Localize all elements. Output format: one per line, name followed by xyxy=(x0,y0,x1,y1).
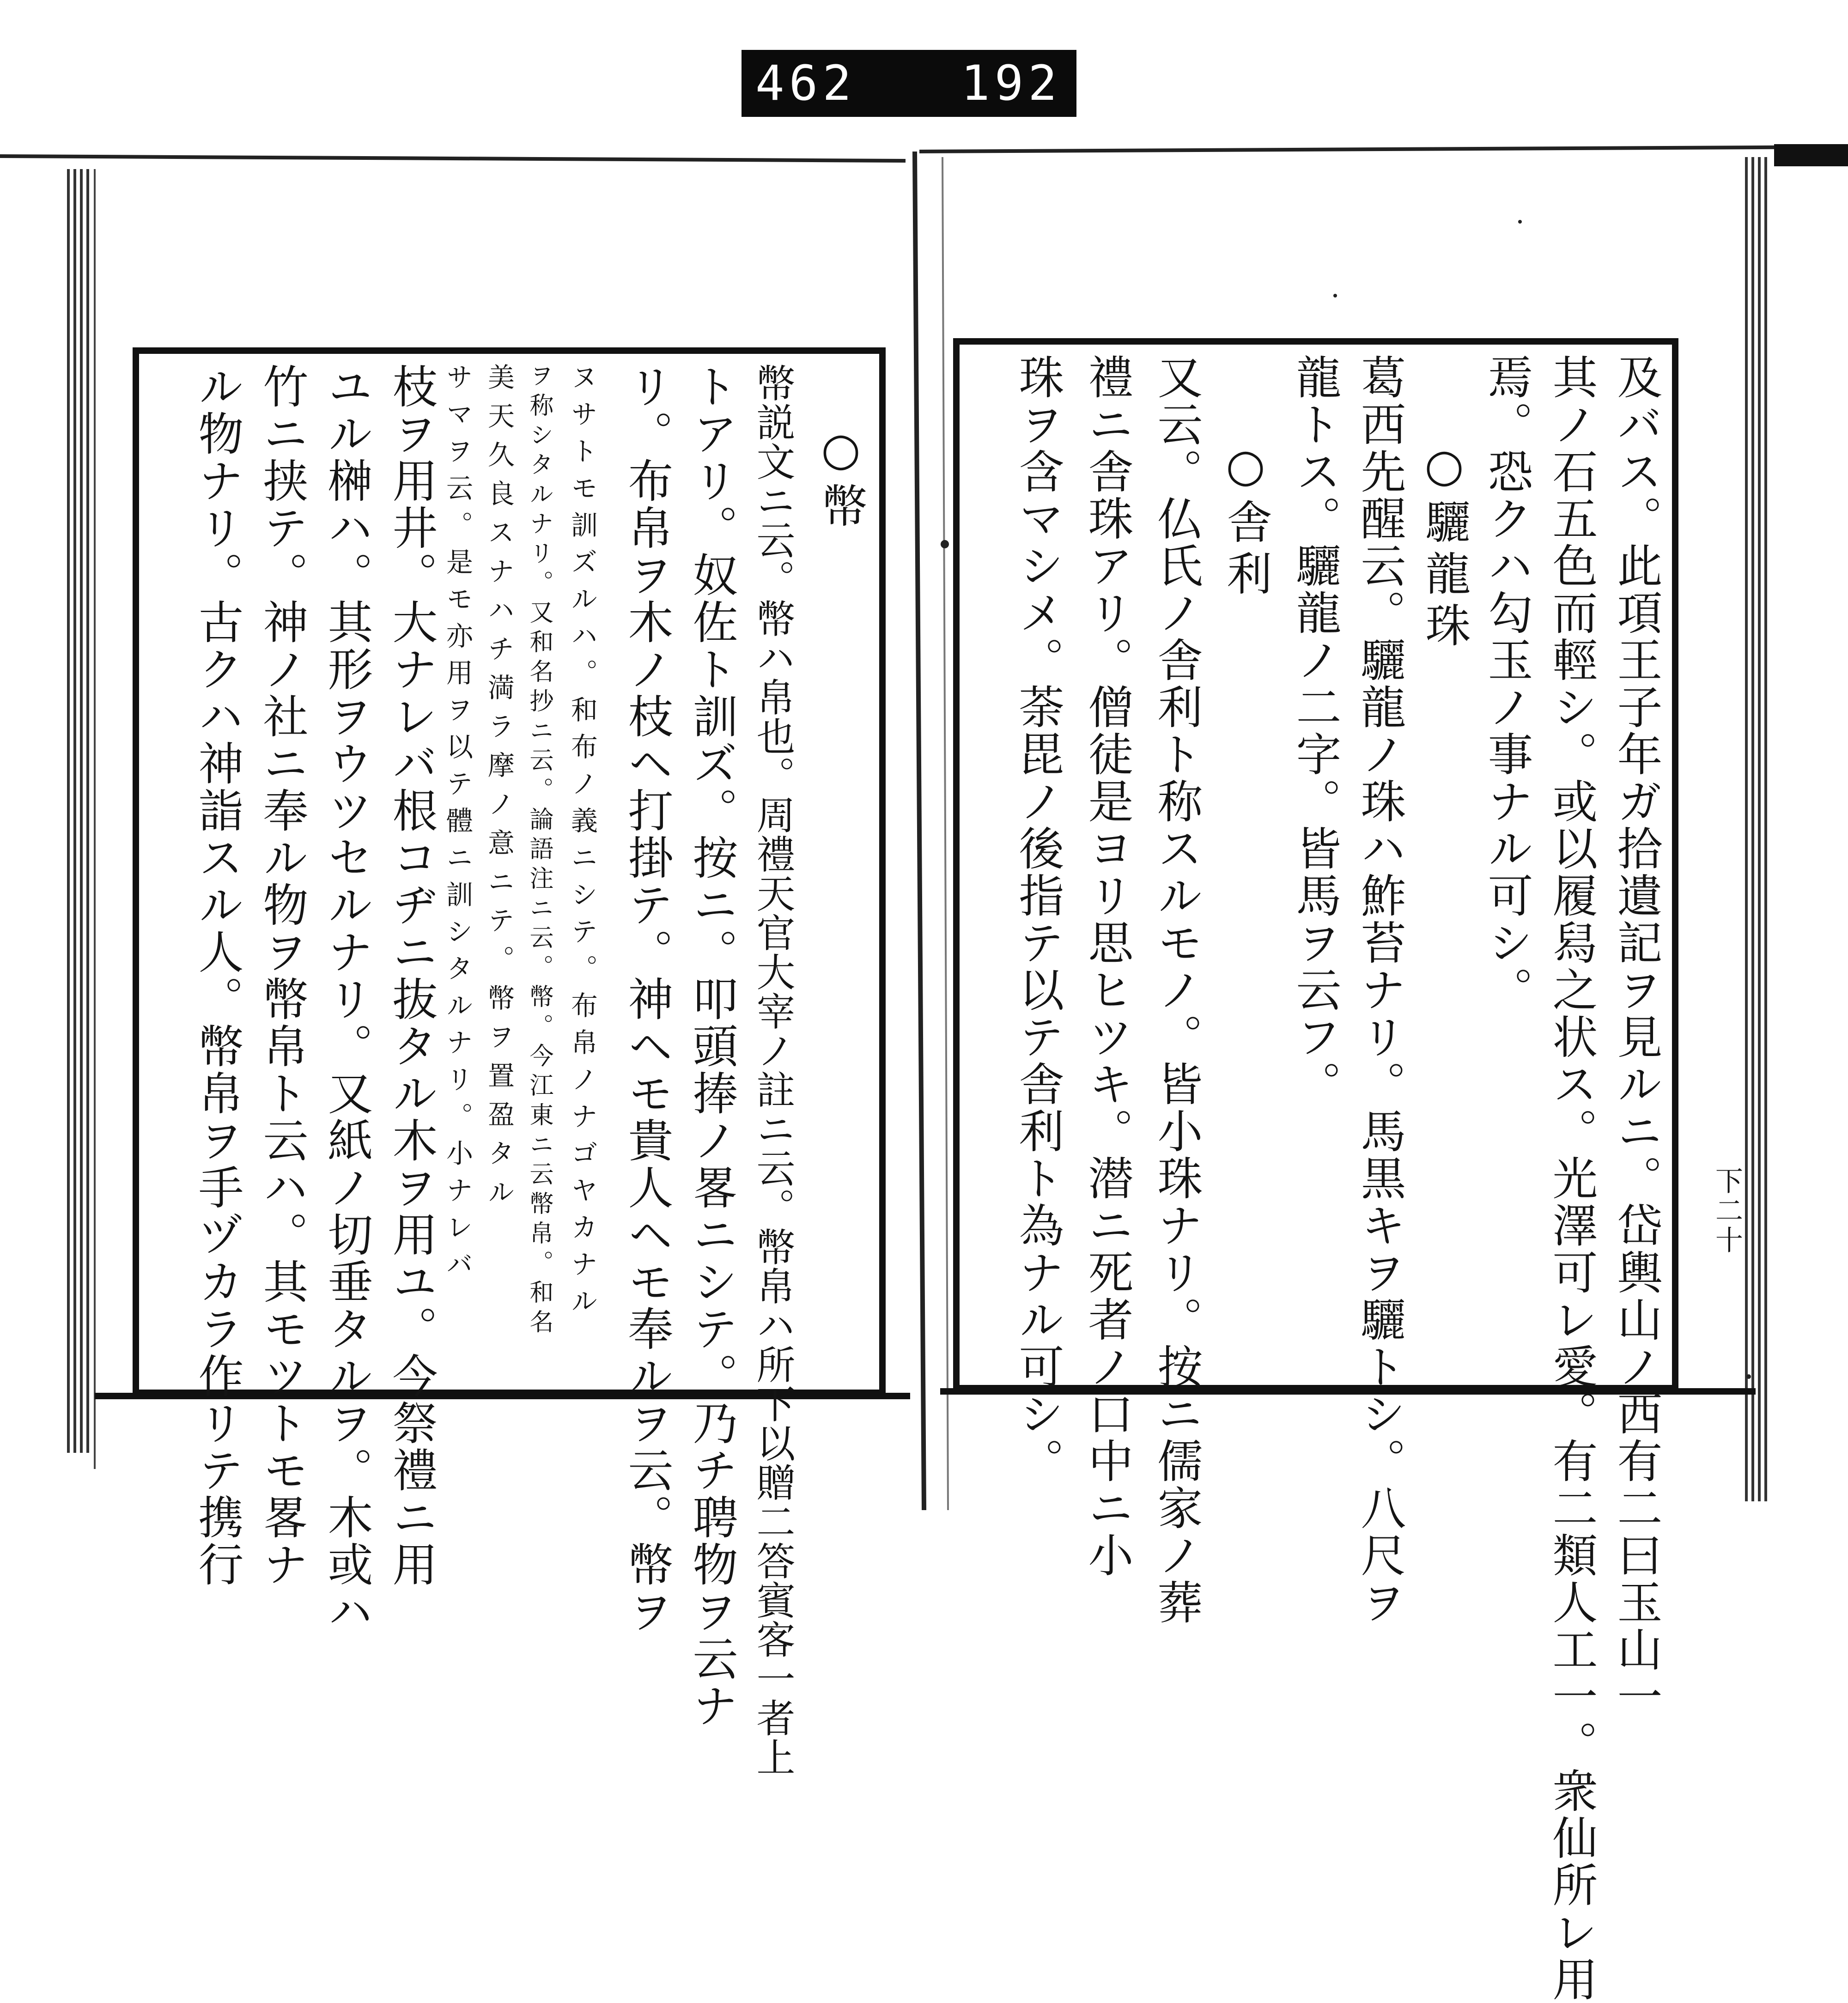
right-column-1: 及バス。此項王子年ガ拾遺記ヲ見ルニ。岱輿山ノ西有二曰玉山一 xyxy=(1610,354,1662,1720)
right-column-10: 珠ヲ含マシメ。荼毘ノ後指テ以テ舎利ト為ナル可シ。 xyxy=(1011,354,1064,1485)
left-column-9: 枝ヲ用井。大ナレバ根コヂニ抜タル木ヲ用ユ。今祭禮ニ用 xyxy=(385,363,438,1588)
left-column-7: 美天久良スナハチ満ラ摩ノ意ニテ。幣ヲ置盈タル xyxy=(483,363,515,1217)
heading-shari: ○舎利 xyxy=(1219,439,1272,602)
right-column-6: 龍トス。驪龍ノ二字。皆馬ヲ云フ。 xyxy=(1289,354,1341,1108)
left-column-2: 幣説文ニ云。幣ハ帛也。周禮天官大宰ノ註ニ云。幣帛ハ所下以贈二答賓客一者上 xyxy=(750,363,796,1777)
heading-riryuju: ○驪龍珠 xyxy=(1418,439,1471,654)
right-column-5: 葛西先醒云。驪龍ノ珠ハ鮓苔ナリ。馬黒キヲ驪トシ。八尺ヲ xyxy=(1353,354,1406,1626)
left-page-fore-edge xyxy=(68,169,88,1453)
page-number: 下二十 xyxy=(1711,1166,1743,1255)
left-column-4: リ。布帛ヲ木ノ枝ヘ打掛テ。神ヘモ貴人ヘモ奉ルヲ云。幣ヲ xyxy=(620,363,673,1635)
catalog-number-right: 192 xyxy=(961,55,1062,111)
right-page-text-frame xyxy=(953,338,1678,2003)
left-column-11: 竹ニ挟テ。神ノ社ニ奉ル物ヲ幣帛ト云ハ。其モツトモ畧ナ xyxy=(255,363,308,1588)
left-column-5: ヌサトモ訓ズルハ。和布ノ義ニシテ。布帛ノナゴヤカナル xyxy=(566,363,598,1324)
dark-strip-right xyxy=(1774,144,1848,166)
right-column-2: 其ノ石五色而輕シ。或以履舄之状ス。光澤可レ愛。有二類人工一。衆仙所レ用 xyxy=(1545,354,1598,2003)
scan-top-edge-right xyxy=(919,147,1848,152)
right-column-9: 禮ニ舎珠アリ。僧徒是ヨリ思ヒツキ。潜ニ死者ノ口中ニ小 xyxy=(1081,354,1133,1579)
left-column-6: ヲ称シタルナリ。又和名抄ニ云。論語注ニ云。幣。今江東ニ云幣帛。和名 xyxy=(525,363,553,1339)
scan-top-edge-left xyxy=(0,156,906,161)
right-column-3: 焉。恐クハ勾玉ノ事ナル可シ。 xyxy=(1480,354,1533,1014)
left-column-10: ユル榊ハ。其形ヲウツセルナリ。又紙ノ切垂タルヲ。木或ハ xyxy=(320,363,373,1635)
right-column-8: 又云。仏氏ノ舎利ト称スルモノ。皆小珠ナリ。按ニ儒家ノ葬 xyxy=(1150,354,1203,1626)
right-page-fore-edge xyxy=(1746,157,1766,1501)
catalog-number-left: 462 xyxy=(755,55,856,111)
left-column-8: サマヲ云。是モ亦用ヲ以テ體ニ訓シタルナリ。小ナレバ xyxy=(442,363,473,1287)
left-column-3: トアリ。奴佐ト訓ズ。按ニ。叩頭捧ノ畧ニシテ。乃チ聘物ヲ云ナ xyxy=(685,363,738,1730)
heading-nusa: ○幣 xyxy=(815,423,867,534)
book-gutter-shadow xyxy=(942,157,948,1510)
left-column-12: ル物ナリ。古クハ神詣スル人。幣帛ヲ手ヅカラ作リテ携行 xyxy=(191,363,243,1588)
book-gutter xyxy=(915,152,924,1510)
catalog-label xyxy=(742,50,1076,117)
left-page-text-frame xyxy=(133,347,886,1777)
